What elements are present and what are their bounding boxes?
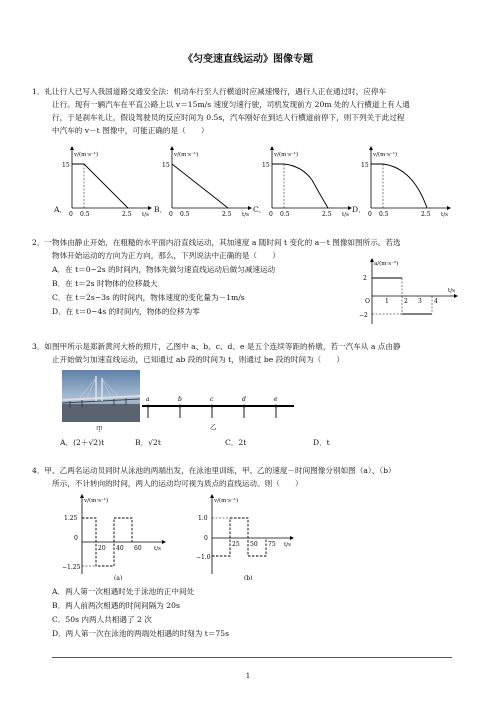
q4-option-b[interactable]: B．两人前两次相遇的时间间隔为 20s (52, 601, 180, 610)
svg-text:0.5: 0.5 (180, 211, 190, 218)
svg-text:0: 0 (69, 211, 73, 218)
q2-graph (350, 256, 460, 328)
svg-text:v/(m·s⁻¹): v/(m·s⁻¹) (84, 498, 109, 504)
svg-text:t/s: t/s (342, 212, 349, 218)
svg-text:2.5: 2.5 (421, 211, 431, 218)
svg-text:t/s: t/s (441, 212, 448, 218)
q1-graph-a (62, 146, 152, 218)
q4-graph-b (192, 494, 302, 580)
q1-line-2: 让行。现有一辆汽车在平直公路上以 v＝15m/s 速度匀速行驶，司机发现前方 20m 处的人行横道上有人通 (52, 100, 410, 109)
svg-text:d: d (242, 396, 246, 403)
q2-option-d[interactable]: D．在 t＝0~4s 的时间内，物体的位移为零 (52, 307, 200, 316)
svg-text:a: a (146, 396, 150, 403)
q1-graph-b (162, 146, 252, 218)
svg-text:t/s: t/s (284, 542, 291, 548)
svg-text:0: 0 (169, 211, 173, 218)
q1-option-b[interactable]: B． (154, 205, 168, 214)
q1-graph-d (361, 146, 451, 218)
q4-option-a[interactable]: A．两人第一次相遇时处于泳池的正中间处 (52, 587, 195, 596)
q2-option-a[interactable]: A．在 t＝0~2s 的时间内，物体先做匀速直线运动后做匀减速运动 (52, 265, 276, 274)
svg-text:t/s: t/s (142, 212, 149, 218)
q2-line-2: 物体开始运动的方向为正方向，那么，下列说法中正确的是（ ） (52, 251, 280, 260)
q4-line-2: 所示，不计转向的时间，两人的运动均可视为质点的直线运动。则（ ） (52, 479, 303, 488)
q2-line-1: 2．一物体由静止开始，在粗糙的水平面内沿直线运动，其加速度 a 随时间 t 变化的 a－t 图像如图所示。若选 (32, 238, 401, 247)
bridge-photo (62, 370, 140, 422)
q3-line-1: 3．如图甲所示是郑新黄河大桥的照片，乙图中 a、b、c、d、e 是五个连续等距的桥墩，若一汽车从 a 点由静 (32, 342, 401, 351)
svg-text:15: 15 (361, 162, 369, 169)
svg-text:1.25: 1.25 (64, 515, 78, 522)
svg-text:40: 40 (116, 545, 124, 552)
svg-text:0: 0 (204, 535, 208, 542)
svg-text:c: c (210, 396, 214, 403)
q1-line-1: 1．礼让行人已写入我国道路交通安全法：机动车行至人行横道时应减速慢行，遇行人正在通过时，应停车 (32, 87, 387, 96)
svg-text:0: 0 (368, 211, 372, 218)
svg-text:−1.25: −1.25 (62, 564, 81, 571)
svg-text:25: 25 (232, 541, 240, 548)
q3-option-d[interactable]: D．t (313, 438, 330, 447)
svg-text:v/(m·s⁻¹): v/(m·s⁻¹) (214, 498, 239, 504)
svg-text:2: 2 (404, 298, 408, 305)
svg-text:O: O (365, 298, 370, 305)
q4-graph-a (62, 494, 172, 580)
svg-text:15: 15 (262, 162, 270, 169)
svg-text:3: 3 (418, 298, 422, 305)
svg-text:t/s: t/s (242, 212, 249, 218)
q1-option-a[interactable]: A． (54, 205, 68, 214)
page-title: 《匀变速直线运动》图像专题 (183, 54, 313, 65)
svg-text:1: 1 (385, 298, 389, 305)
svg-text:50: 50 (250, 541, 258, 548)
svg-text:(b): (b) (244, 575, 253, 580)
svg-text:4: 4 (434, 298, 438, 305)
svg-text:e: e (274, 396, 278, 403)
svg-text:60: 60 (134, 545, 142, 552)
q4-option-d[interactable]: D．两人第一次在泳池的两端处相遇的时刻为 t＝75s (52, 629, 229, 638)
q1-line-3: 行，于是刹车礼让，假设驾驶员的反应时间为 0.5s，汽车刚好在到达人行横道前停下，则下列关于此过程 (52, 113, 405, 122)
svg-text:v/(m·s⁻¹): v/(m·s⁻¹) (373, 152, 398, 158)
svg-text:20: 20 (98, 545, 106, 552)
svg-text:0.5: 0.5 (280, 211, 290, 218)
q1-option-d[interactable]: D． (352, 205, 366, 214)
svg-text:0.5: 0.5 (379, 211, 389, 218)
svg-text:15: 15 (62, 162, 70, 169)
pier-diagram (136, 392, 300, 432)
q3-option-c[interactable]: C．2t (225, 438, 247, 447)
svg-text:−2: −2 (359, 312, 368, 319)
q1-line-4: 中汽车的 v－t 图像中，可能正确的是（ ） (52, 126, 209, 135)
q2-option-c[interactable]: C．在 t＝2s~3s 的时间内，物体速度的变化量为－1m/s (52, 293, 245, 302)
q4-option-c[interactable]: C．50s 内两人共相遇了 2 次 (52, 615, 152, 624)
svg-text:75: 75 (268, 541, 276, 548)
svg-text:0: 0 (74, 535, 78, 542)
svg-text:a/(m·s⁻²): a/(m·s⁻²) (374, 261, 399, 267)
q1-graph-c (262, 146, 352, 218)
svg-text:t/s: t/s (448, 288, 455, 294)
fig-label-jia: 甲 (96, 425, 103, 433)
svg-text:2.5: 2.5 (122, 211, 132, 218)
q2-option-b[interactable]: B．在 t＝2s 时物体的位移最大 (52, 279, 158, 288)
svg-text:(a): (a) (114, 575, 123, 580)
svg-text:v/(m·s⁻¹): v/(m·s⁻¹) (274, 152, 299, 158)
page-number: 1 (245, 672, 251, 680)
svg-text:0.5: 0.5 (80, 211, 90, 218)
q4-line-1: 4．甲、乙两名运动员同时从泳池的两端出发，在泳池里训练，甲、乙的速度－时间图像分别如图（a）、（b） (32, 466, 396, 475)
svg-text:t/s: t/s (154, 546, 161, 552)
footer-divider (52, 657, 452, 658)
q1-option-c[interactable]: C． (253, 205, 267, 214)
svg-text:0: 0 (269, 211, 273, 218)
svg-text:−1.0: −1.0 (196, 554, 211, 561)
svg-text:2.5: 2.5 (322, 211, 332, 218)
q3-option-b[interactable]: B．√2t (135, 438, 161, 447)
svg-text:b: b (178, 396, 182, 403)
svg-text:2.5: 2.5 (222, 211, 232, 218)
q3-line-2: 止开始做匀加速直线运动，已知通过 ab 段的时间为 t，则通过 be 段的时间为（ ） (52, 355, 345, 364)
svg-text:1.0: 1.0 (198, 515, 208, 522)
svg-text:15: 15 (162, 162, 170, 169)
q3-option-a[interactable]: A．(2＋√2)t (60, 438, 105, 447)
svg-text:2: 2 (363, 275, 367, 282)
svg-text:乙: 乙 (210, 423, 217, 431)
svg-text:v/(m·s⁻¹): v/(m·s⁻¹) (74, 152, 99, 158)
svg-text:v/(m·s⁻¹): v/(m·s⁻¹) (174, 152, 199, 158)
